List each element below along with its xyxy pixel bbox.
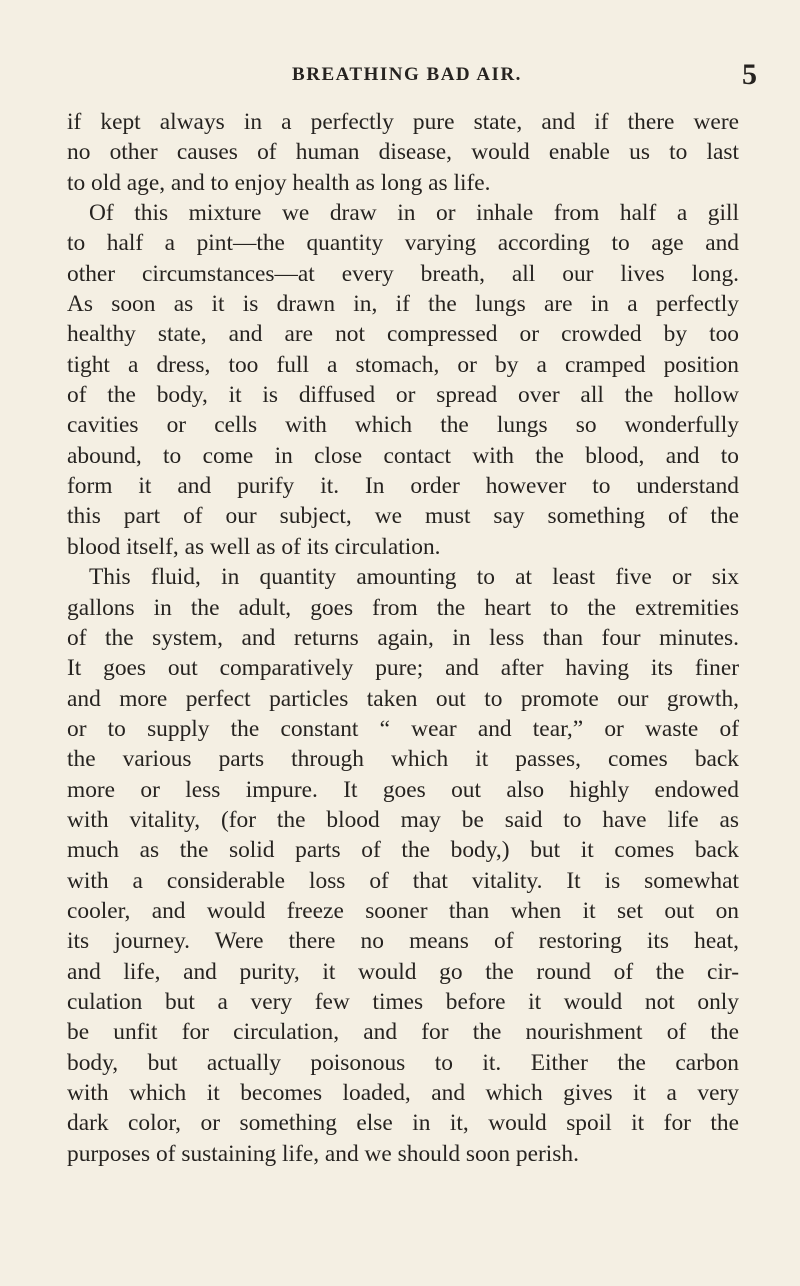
text-line: its journey. Were there no means of restoring its heat, <box>67 928 739 955</box>
running-title: BREATHING BAD AIR. <box>292 64 522 85</box>
text-line: cooler, and would freeze sooner than when it set out on <box>67 897 739 924</box>
text-line: blood itself, as well as of its circulation. <box>67 533 441 560</box>
text-line: the various parts through which it passes, comes back <box>67 746 739 773</box>
text-line: with vitality, (for the blood may be said to have life as <box>67 806 739 833</box>
text-line: dark color, or something else in it, would spoil it for the <box>67 1110 739 1137</box>
text-line: and more perfect particles taken out to promote our growth, <box>67 685 739 712</box>
text-line: It goes out comparatively pure; and after having its finer <box>67 655 739 682</box>
text-line: to old age, and to enjoy health as long as life. <box>67 169 491 196</box>
text-line: tight a dress, too full a stomach, or by a cramped position <box>67 351 739 378</box>
text-line: with which it becomes loaded, and which gives it a very <box>67 1080 739 1106</box>
text-line: gallons in the adult, goes from the heart to the extremities <box>67 594 739 621</box>
text-line: cavities or cells with which the lungs so wonderfully <box>67 412 739 439</box>
text-line: body, but actually poisonous to it. Either the carbon <box>67 1049 739 1076</box>
text-line: Of this mixture we draw in or inhale from half a gill <box>89 200 739 227</box>
text-line: of the body, it is diffused or spread over all the hollow <box>67 382 739 409</box>
text-line: purposes of sustaining life, and we should soon perish. <box>67 1140 579 1167</box>
text-line: more or less impure. It goes out also highly endowed <box>67 776 739 803</box>
text-line: and life, and purity, it would go the round of the cir- <box>67 958 739 985</box>
text-line: to half a pint—the quantity varying according to age and <box>67 230 739 257</box>
text-line: As soon as it is drawn in, if the lungs are in a perfectly <box>67 291 739 318</box>
text-line: This fluid, in quantity amounting to at least five or six <box>89 564 739 591</box>
text-line: or to supply the constant “ wear and tear,” or waste of <box>67 715 739 742</box>
text-line: this part of our subject, we must say something of the <box>67 503 739 530</box>
text-line: other circumstances—at every breath, all our lives long. <box>67 260 739 287</box>
text-line: healthy state, and are not compressed or crowded by too <box>67 321 739 348</box>
text-line: if kept always in a perfectly pure state, and if there were <box>67 109 739 135</box>
text-line: with a considerable loss of that vitality. It is somewhat <box>67 867 739 894</box>
text-line: be unfit for circulation, and for the nourishment of the <box>67 1019 739 1046</box>
text-line: much as the solid parts of the body,) but it comes back <box>67 837 739 864</box>
text-line: form it and purify it. In order however to understand <box>67 473 739 500</box>
page-number: 5 <box>742 58 757 91</box>
text-line: culation but a very few times before it would not only <box>67 988 739 1015</box>
body-text <box>67 107 739 1169</box>
running-head <box>67 58 757 92</box>
text-line: abound, to come in close contact with the blood, and to <box>67 442 739 469</box>
text-line: of the system, and returns again, in less than four minutes. <box>67 624 739 651</box>
text-line: no other causes of human disease, would enable us to last <box>67 139 739 166</box>
